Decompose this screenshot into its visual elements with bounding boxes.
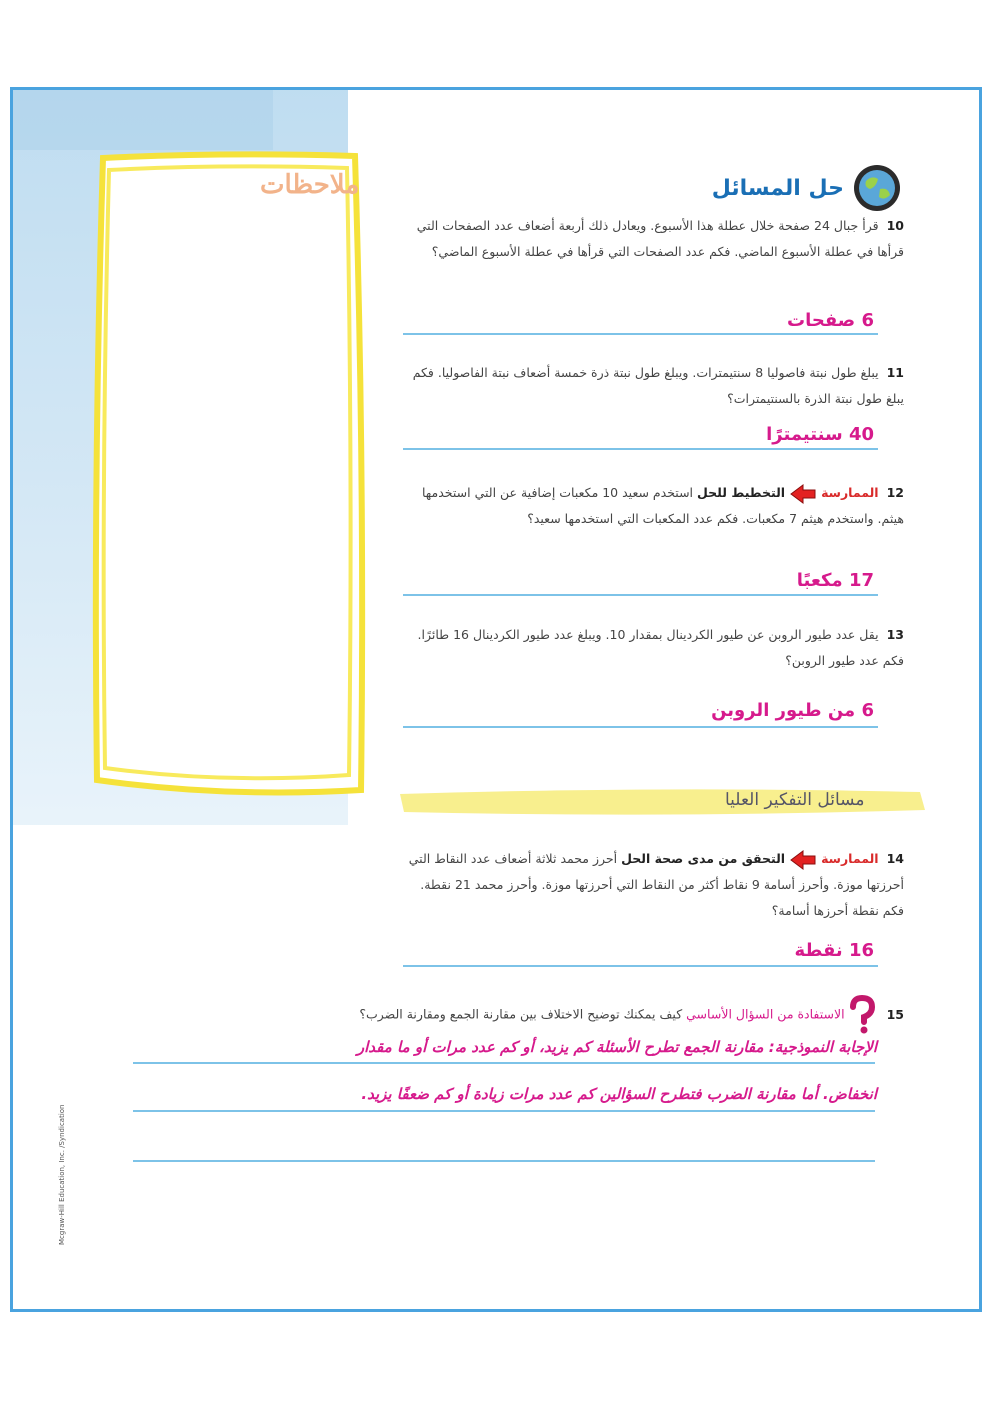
question-15 [184, 995, 904, 1035]
answer-line [403, 448, 878, 450]
question-number: 11 [886, 365, 904, 380]
answer-13: 6 من طيور الروبن [711, 700, 874, 721]
question-text: كيف يمكنك توضيح الاختلاف بين مقارنة الجمع ومقارنة الضرب؟ [359, 1006, 683, 1022]
side-credit: Mcgraw-Hill Education, Inc. /Syndication [58, 1104, 66, 1245]
notes-label: ملاحظات [260, 170, 360, 200]
skill-label: التحقق من مدى صحة الحل [621, 851, 786, 866]
notes-box [85, 150, 367, 810]
answer-12: 17 مكعبًا [796, 570, 874, 591]
question-13 [399, 622, 904, 674]
arrow-icon [789, 849, 817, 871]
answer-line [133, 1160, 875, 1162]
practice-label: الممارسة [821, 851, 879, 866]
essential-question-lead: الاستفادة من السؤال الأساسي [686, 1006, 845, 1022]
section-header [712, 163, 902, 213]
question-14 [399, 846, 904, 924]
question-mark-icon [845, 995, 879, 1035]
model-answer-line2: انخفاض. أما مقارنة الضرب فتطرح السؤالين كم عدد مرات زيادة أو كم ضعفًا يزيد. [361, 1085, 877, 1103]
globe-icon [852, 163, 902, 213]
question-number: 14 [886, 851, 904, 866]
question-number: 12 [886, 485, 904, 500]
answer-line [403, 965, 878, 967]
practice-label: الممارسة [821, 485, 879, 500]
answer-line [403, 594, 878, 596]
question-10 [399, 213, 904, 265]
answer-11: 40 سنتيمترًا [766, 424, 874, 445]
answer-line [403, 333, 878, 335]
question-text: يبلغ طول نبتة فاصوليا 8 سنتيمترات. ويبلغ طول نبتة ذرة خمسة أضعاف نبتة الفاصوليا. فكم يبلغ طول نبتة الذرة بالسنتيمترات؟ [412, 365, 904, 406]
arrow-icon [789, 483, 817, 505]
question-text: قرأ جبال 24 صفحة خلال عطلة هذا الأسبوع. ويعادل ذلك أربعة أضعاف عدد الصفحات التي قرأها في عطلة الأسبوع الماضي. فكم عدد الصفحات التي قرأها في عطلة الأسبوع الماضي؟ [416, 218, 904, 259]
question-number: 13 [886, 627, 904, 642]
answer-line [403, 726, 878, 728]
answer-10: 6 صفحات [787, 310, 874, 331]
skill-label: التخطيط للحل [697, 485, 786, 500]
answer-line [133, 1062, 875, 1064]
question-number: 15 [886, 1006, 904, 1022]
hots-title: مسائل التفكير العليا [725, 790, 865, 810]
answer-line [133, 1110, 875, 1112]
question-text: استخدم سعيد 10 مكعبات إضافية عن التي استخدمها هيثم. واستخدم هيثم 7 مكعبات. فكم عدد المكعبات التي استخدمها سعيد؟ [421, 485, 904, 526]
question-number: 10 [886, 218, 904, 233]
section-title: حل المسائل [711, 175, 844, 201]
question-11 [399, 360, 904, 412]
question-12 [399, 480, 904, 532]
question-text: أحرز محمد ثلاثة أضعاف عدد النقاط التي أحرزتها موزة. وأحرز أسامة 9 نقاط أكثر من النقاط التي أحرزتها موزة. وأحرز محمد 21 نقطة. فكم نقطة أحرزها أسامة؟ [408, 851, 904, 918]
answer-14: 16 نقطة [794, 940, 874, 961]
model-answer-line1: الإجابة النموذجية: مقارنة الجمع تطرح الأسئلة كم يزيد، أو كم عدد مرات أو ما مقدار [356, 1038, 877, 1056]
question-text: يقل عدد طيور الروبن عن طيور الكردينال بمقدار 10. ويبلغ عدد طيور الكردينال 16 طائرًا. فكم عدد طيور الروبن؟ [417, 627, 904, 668]
